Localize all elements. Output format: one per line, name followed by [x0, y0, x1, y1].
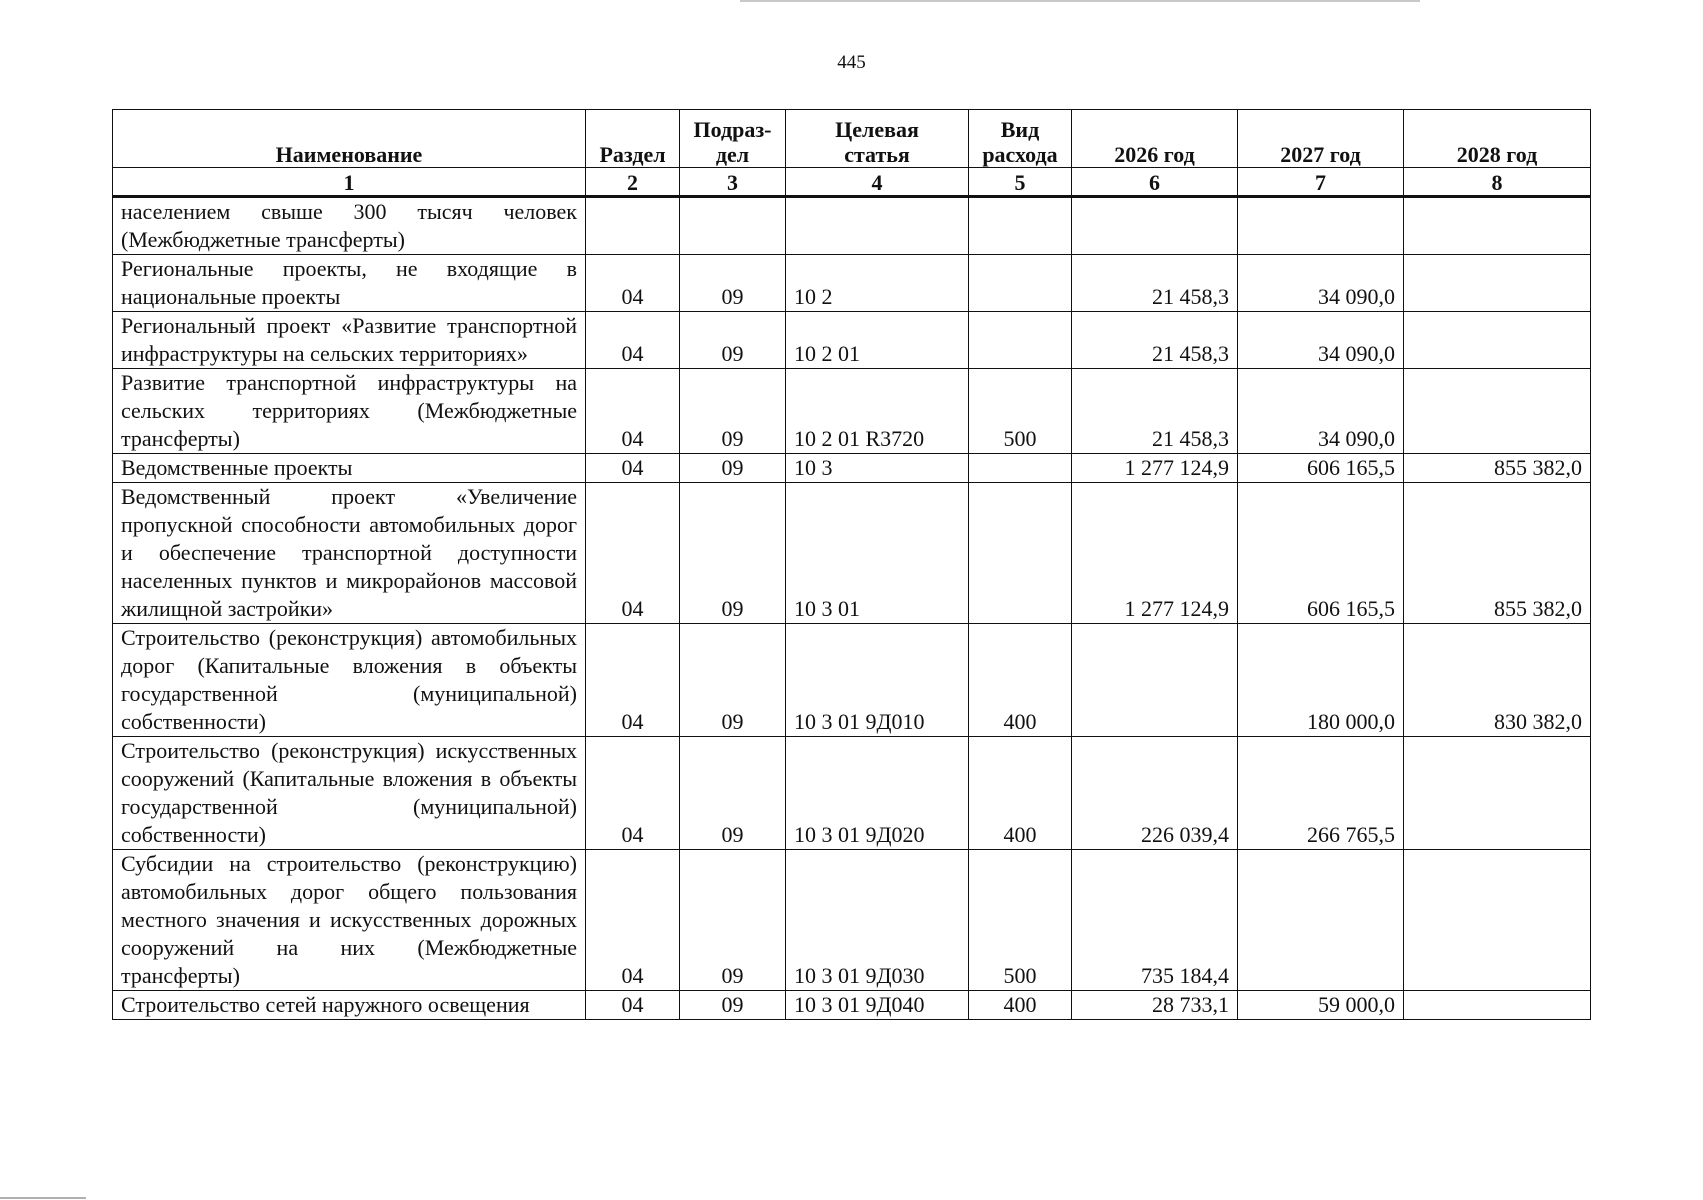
row-section: 04: [586, 737, 680, 850]
row-2028: [1404, 255, 1591, 312]
table-row: [113, 850, 1591, 991]
header-year-2026: 2026 год: [1072, 110, 1238, 168]
row-name: Строительство (реконструкция) автомобильных дорог (Капитальные вложения в объекты государственной (муниципальной) собственности): [113, 624, 586, 737]
row-name: Региональные проекты, не входящие в национальные проекты: [113, 255, 586, 312]
table-body: [113, 197, 1591, 1020]
row-2026: 1 277 124,9: [1072, 483, 1238, 624]
row-type: [969, 454, 1072, 483]
row-2028: [1404, 991, 1591, 1020]
table-row: [113, 312, 1591, 369]
row-section: 04: [586, 483, 680, 624]
header-row: [113, 110, 1591, 168]
row-target: 10 2 01: [786, 312, 969, 369]
row-section: 04: [586, 454, 680, 483]
table-row: [113, 197, 1591, 255]
row-subsection: 09: [680, 369, 786, 454]
table-row: [113, 737, 1591, 850]
row-name: Региональный проект «Развитие транспортной инфраструктуры на сельских территориях»: [113, 312, 586, 369]
column-number: 8: [1404, 168, 1591, 197]
header-subsection: Подраз- дел: [680, 110, 786, 168]
row-2027: 266 765,5: [1238, 737, 1404, 850]
row-target: [786, 197, 969, 255]
row-2028: 855 382,0: [1404, 454, 1591, 483]
row-2026: 735 184,4: [1072, 850, 1238, 991]
row-section: 04: [586, 312, 680, 369]
row-subsection: 09: [680, 312, 786, 369]
budget-table: [112, 109, 1591, 1020]
row-target: 10 3 01 9Д040: [786, 991, 969, 1020]
row-2027: 180 000,0: [1238, 624, 1404, 737]
row-2027: 606 165,5: [1238, 454, 1404, 483]
scan-bottom-rule: [0, 1197, 86, 1199]
row-type: [969, 483, 1072, 624]
row-name: Развитие транспортной инфраструктуры на сельских территориях (Межбюджетные трансферты): [113, 369, 586, 454]
row-2026: 28 733,1: [1072, 991, 1238, 1020]
row-name: Субсидии на строительство (реконструкцию) автомобильных дорог общего пользования местного значения и искусственных дорожных сооружений на них (Межбюджетные трансферты): [113, 850, 586, 991]
row-subsection: 09: [680, 454, 786, 483]
row-2026: 21 458,3: [1072, 255, 1238, 312]
row-2026: 21 458,3: [1072, 312, 1238, 369]
row-section: 04: [586, 369, 680, 454]
row-2026: [1072, 624, 1238, 737]
table-row: [113, 369, 1591, 454]
row-2028: 855 382,0: [1404, 483, 1591, 624]
row-type: 400: [969, 991, 1072, 1020]
column-number: 7: [1238, 168, 1404, 197]
row-name: Ведомственные проекты: [113, 454, 586, 483]
column-number-row: [113, 168, 1591, 197]
header-year-2027: 2027 год: [1238, 110, 1404, 168]
row-2027: 606 165,5: [1238, 483, 1404, 624]
row-name: Строительство (реконструкция) искусственных сооружений (Капитальные вложения в объекты государственной (муниципальной) собственности): [113, 737, 586, 850]
row-target: 10 3 01: [786, 483, 969, 624]
table-row: [113, 454, 1591, 483]
row-type: 500: [969, 369, 1072, 454]
row-subsection: 09: [680, 624, 786, 737]
column-number: 4: [786, 168, 969, 197]
row-2028: [1404, 850, 1591, 991]
row-2026: [1072, 197, 1238, 255]
row-target: 10 3 01 9Д020: [786, 737, 969, 850]
row-type: 400: [969, 737, 1072, 850]
header-expense-type: Вид расхода: [969, 110, 1072, 168]
row-target: 10 3 01 9Д030: [786, 850, 969, 991]
row-type: [969, 197, 1072, 255]
row-2028: [1404, 312, 1591, 369]
column-number: 3: [680, 168, 786, 197]
table-row: [113, 624, 1591, 737]
column-number: 1: [113, 168, 586, 197]
row-2027: 34 090,0: [1238, 312, 1404, 369]
row-2028: [1404, 737, 1591, 850]
row-2028: [1404, 369, 1591, 454]
row-2026: 21 458,3: [1072, 369, 1238, 454]
row-subsection: 09: [680, 483, 786, 624]
row-2027: 59 000,0: [1238, 991, 1404, 1020]
row-subsection: 09: [680, 255, 786, 312]
row-subsection: 09: [680, 737, 786, 850]
row-subsection: [680, 197, 786, 255]
table-row: [113, 991, 1591, 1020]
row-name: Строительство сетей наружного освещения: [113, 991, 586, 1020]
table-header: [113, 110, 1591, 197]
table-row: [113, 483, 1591, 624]
row-type: 500: [969, 850, 1072, 991]
row-section: 04: [586, 624, 680, 737]
row-subsection: 09: [680, 850, 786, 991]
row-section: 04: [586, 850, 680, 991]
row-section: [586, 197, 680, 255]
row-name: Ведомственный проект «Увеличение пропускной способности автомобильных дорог и обеспечение транспортной доступности населенных пунктов и микрорайонов массовой жилищной застройки»: [113, 483, 586, 624]
row-type: 400: [969, 624, 1072, 737]
row-target: 10 3: [786, 454, 969, 483]
header-name: Наименование: [113, 110, 586, 168]
table-row: [113, 255, 1591, 312]
row-2027: 34 090,0: [1238, 255, 1404, 312]
row-type: [969, 255, 1072, 312]
row-2027: [1238, 850, 1404, 991]
page-number: 445: [837, 52, 866, 73]
row-type: [969, 312, 1072, 369]
row-2027: [1238, 197, 1404, 255]
row-target: 10 2: [786, 255, 969, 312]
row-subsection: 09: [680, 991, 786, 1020]
row-target: 10 3 01 9Д010: [786, 624, 969, 737]
column-number: 5: [969, 168, 1072, 197]
header-section: Раздел: [586, 110, 680, 168]
row-name: населением свыше 300 тысяч человек (Межбюджетные трансферты): [113, 197, 586, 255]
row-target: 10 2 01 R3720: [786, 369, 969, 454]
row-section: 04: [586, 255, 680, 312]
header-target-article: Целевая статья: [786, 110, 969, 168]
row-2026: 226 039,4: [1072, 737, 1238, 850]
column-number: 2: [586, 168, 680, 197]
column-number: 6: [1072, 168, 1238, 197]
row-2028: [1404, 197, 1591, 255]
row-section: 04: [586, 991, 680, 1020]
row-2028: 830 382,0: [1404, 624, 1591, 737]
header-year-2028: 2028 год: [1404, 110, 1591, 168]
scan-top-rule: [740, 0, 1420, 2]
row-2027: 34 090,0: [1238, 369, 1404, 454]
row-2026: 1 277 124,9: [1072, 454, 1238, 483]
